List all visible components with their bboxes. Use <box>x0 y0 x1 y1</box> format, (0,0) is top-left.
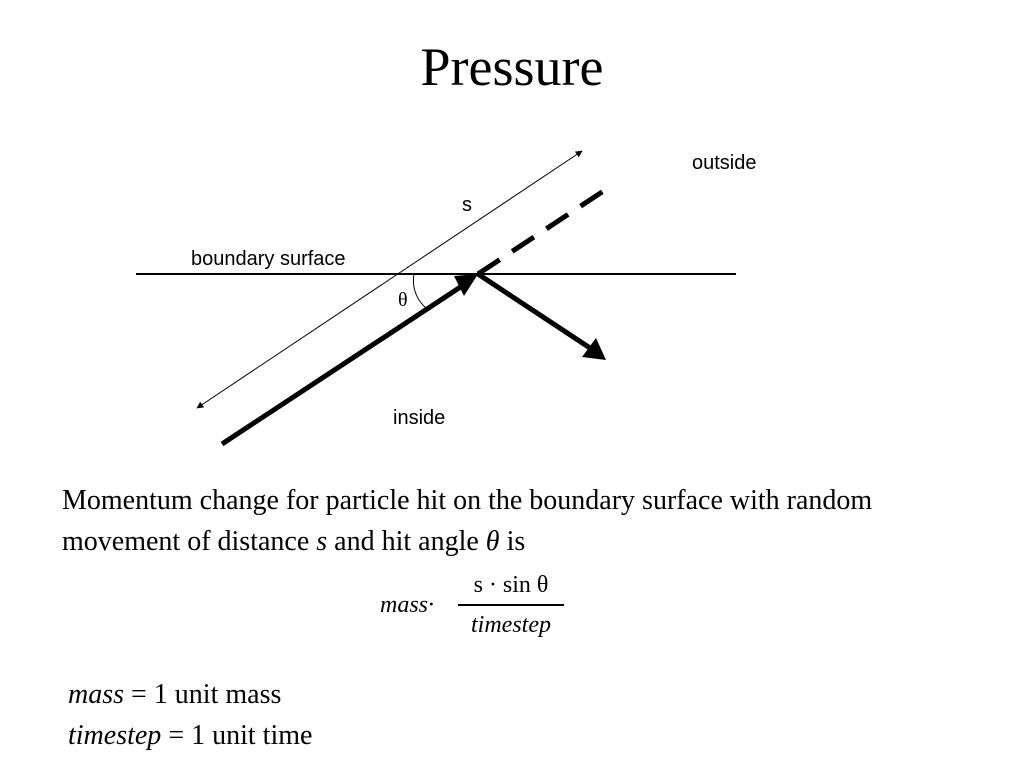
reflected-arrowhead <box>582 338 606 360</box>
boundary-surface-label: boundary surface <box>191 248 346 270</box>
s-label: s <box>462 194 472 216</box>
fraction-bar <box>458 604 564 606</box>
definition-timestep <box>68 715 312 756</box>
formula-denominator: timestep <box>471 612 551 638</box>
theta-arc <box>413 274 426 308</box>
formula-mass: mass· <box>380 592 435 618</box>
formula-numerator: s · sin θ <box>473 572 549 598</box>
description-text-3: is <box>499 526 526 557</box>
incoming-arrowhead <box>454 274 478 296</box>
definition-text: = 1 unit time <box>161 720 313 751</box>
definition-var: timestep <box>68 720 162 751</box>
outside-label: outside <box>692 152 757 174</box>
var-theta: θ <box>485 526 500 557</box>
definition-mass <box>68 674 312 715</box>
definition-var: mass <box>68 679 125 710</box>
slide-title: Pressure <box>420 37 604 97</box>
definition-text: = 1 unit mass <box>124 679 282 710</box>
dashed-continuation <box>478 188 608 274</box>
description-text-1: Momentum change for particle hit on the boundary surface with random movement of distance <box>62 485 873 557</box>
description-text-2: and hit angle <box>327 526 486 557</box>
var-s: s <box>316 526 328 557</box>
formula-fraction <box>458 568 564 642</box>
theta-label: θ <box>398 289 408 311</box>
inside-label: inside <box>393 407 446 429</box>
definitions <box>68 674 312 756</box>
description-paragraph <box>62 480 982 562</box>
distance-s-line <box>197 151 582 408</box>
reflected-path <box>478 274 590 348</box>
